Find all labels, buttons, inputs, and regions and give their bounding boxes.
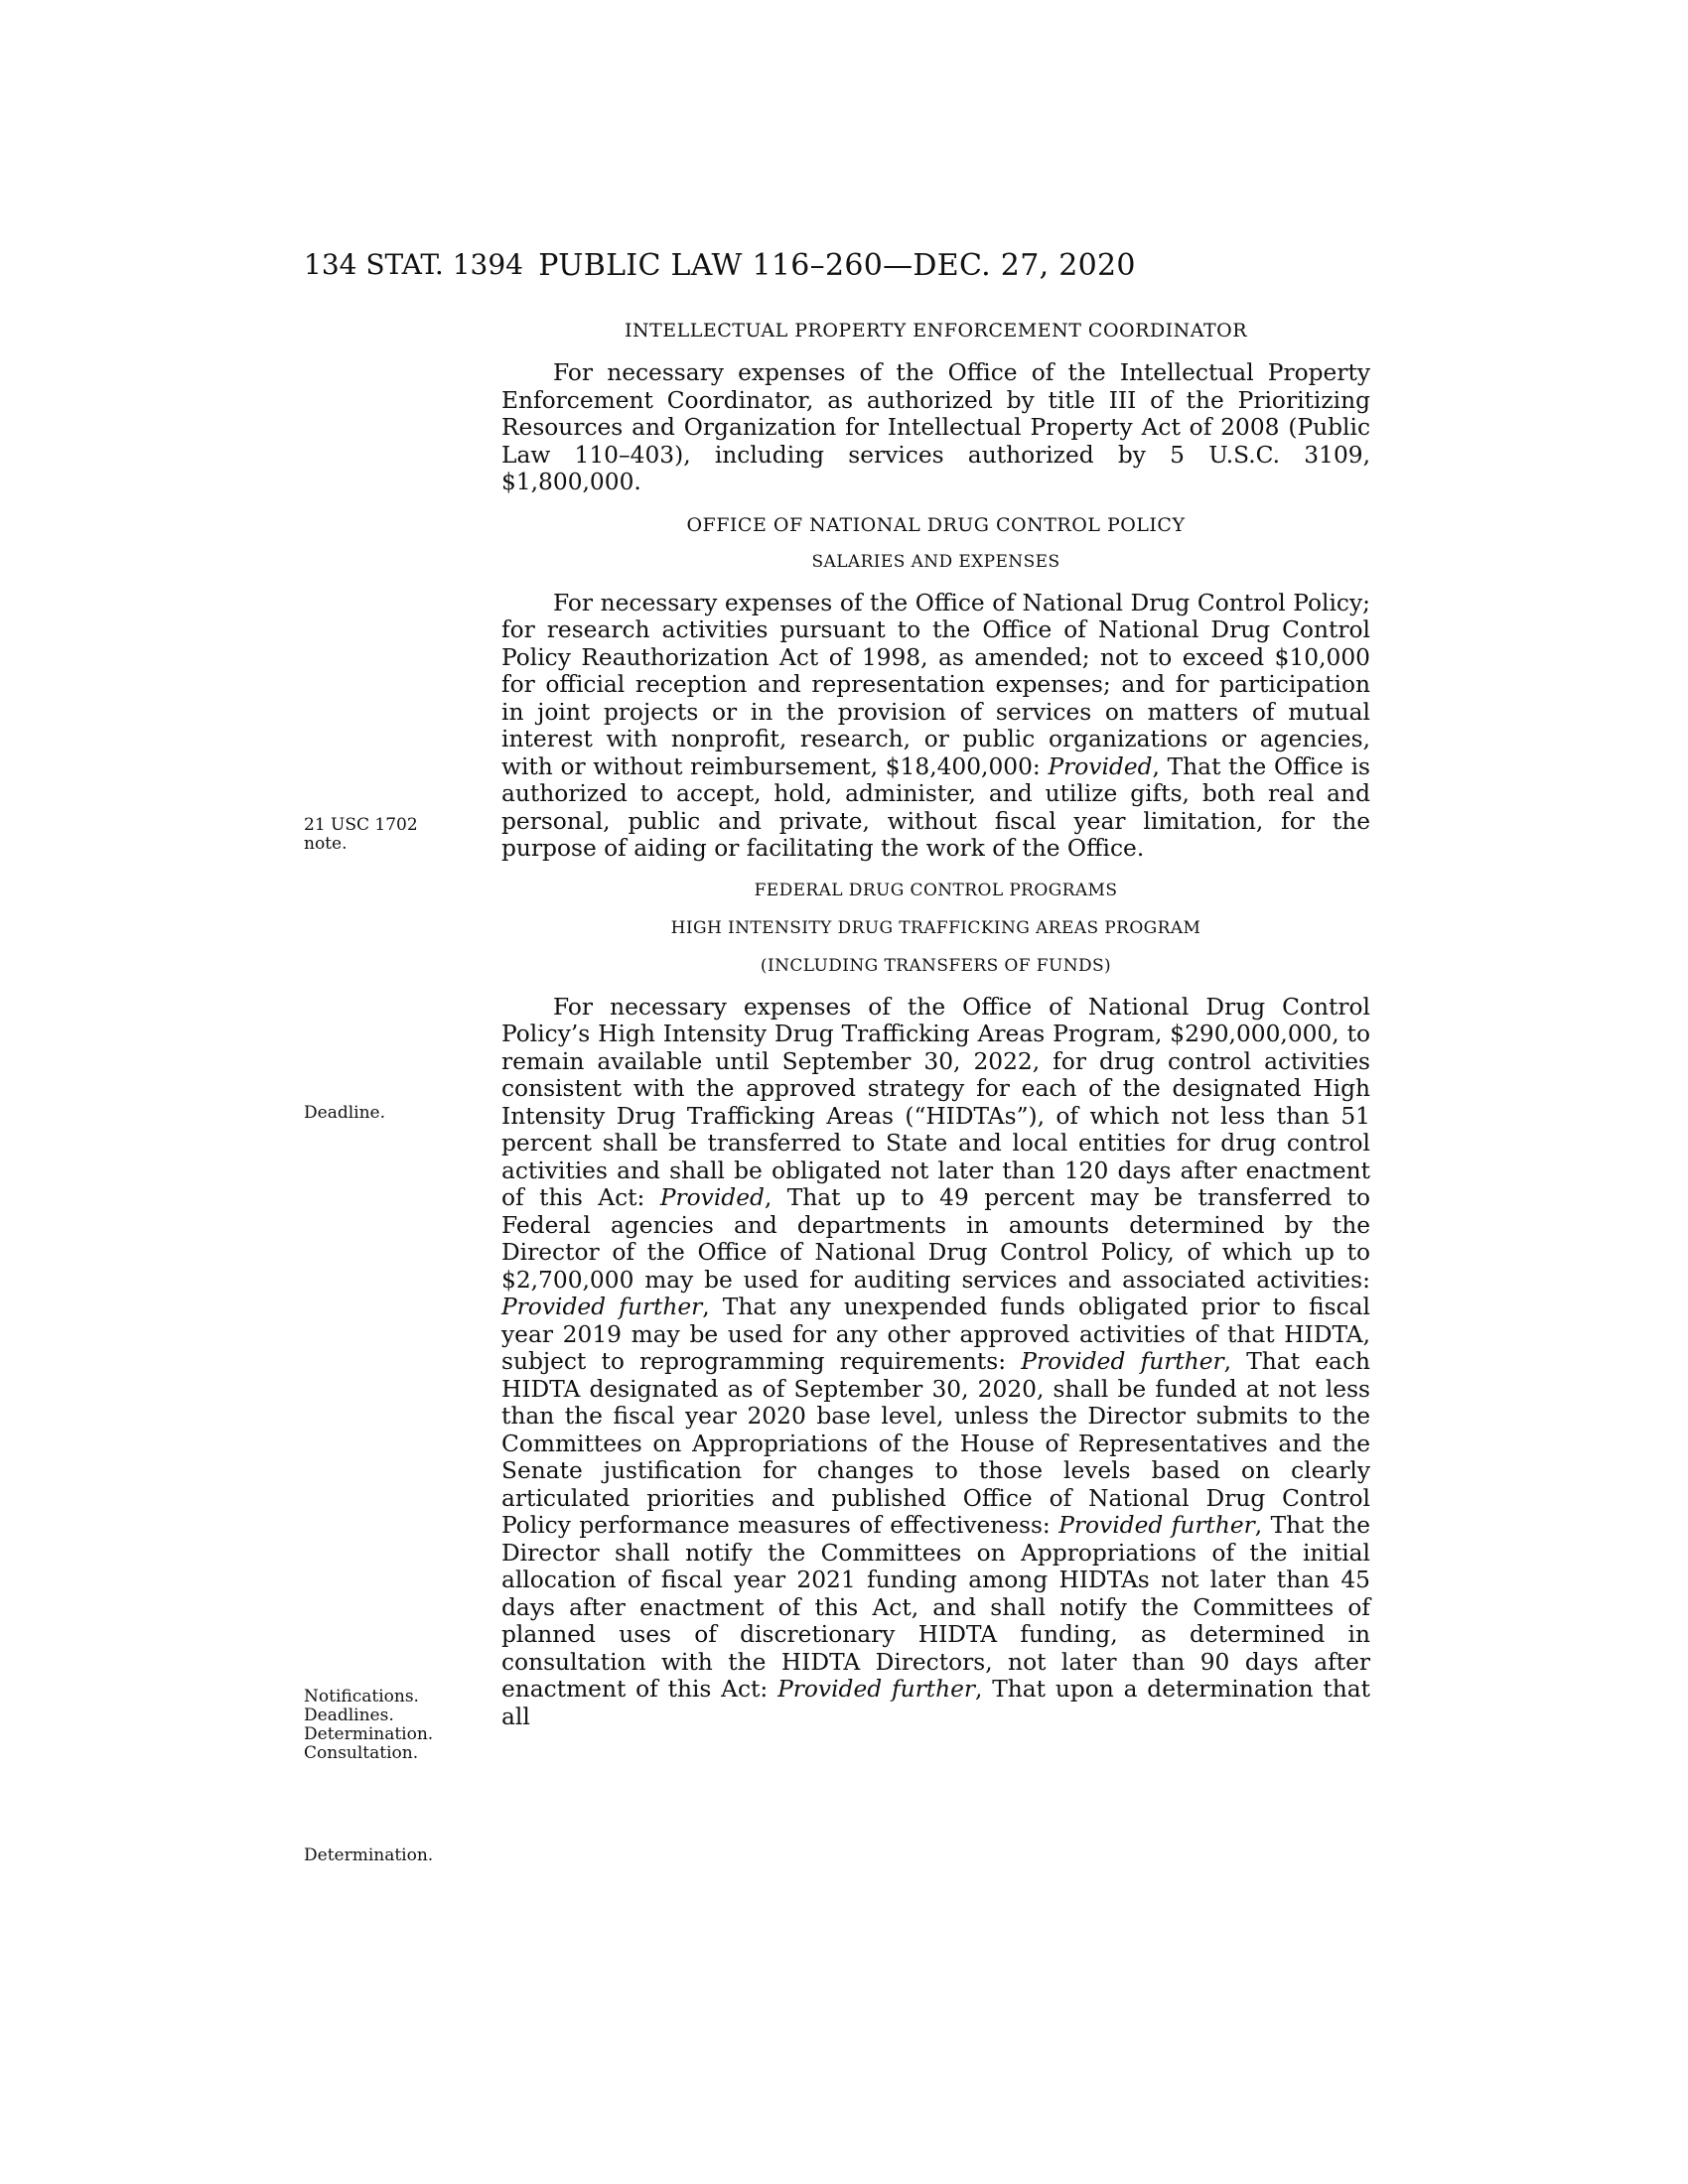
hidta-text-1: For necessary expenses of the Office of National Drug Control Policy’s High Intensity Drug Trafficking Areas Program, $290,000,000, to remain available until September 30, 2022, for drug control activities consistent with the approved strategy for each of the designated High Intensity Drug Trafficking Areas (“HIDTAs”), of which not less than 51 percent shall be transferred to State and local entities for drug control activities and shall be obligated not later than 120 days after enactment of this Act: bbox=[501, 993, 1370, 1211]
hidta-heading: HIGH INTENSITY DRUG TRAFFICKING AREAS PROGRAM bbox=[670, 917, 1201, 938]
margin-note-usc-line1: 21 USC 1702 bbox=[304, 815, 418, 835]
salaries-provided: Provided bbox=[1048, 752, 1153, 780]
salaries-heading: SALARIES AND EXPENSES bbox=[811, 551, 1060, 572]
margin-note-notifications: Notifications. bbox=[304, 1687, 419, 1706]
stat-reference: 134 STAT. 1394 bbox=[304, 248, 523, 281]
federal-programs-heading: FEDERAL DRUG CONTROL PROGRAMS bbox=[754, 880, 1118, 900]
salaries-text-2: , That the Office is authorized to accept, hold, administer, and utilize gifts, both real and personal, public and private, without fiscal year limitation, for the purpose of aiding or facilitating the work of the Office. bbox=[501, 752, 1370, 862]
margin-note-usc-line2: note. bbox=[304, 834, 348, 854]
public-law-title: PUBLIC LAW 116–260—DEC. 27, 2020 bbox=[538, 248, 1136, 283]
hidta-text-3: , That any unexpended funds obligated prior to fiscal year 2019 may be used for any other approved activities of that HIDTA, subject to reprogramming requirements: bbox=[501, 1294, 1371, 1375]
hidta-text-4: , That each HIDTA designated as of September 30, 2020, shall be funded at not less than the fiscal year 2020 base level, unless the Director submits to the Committees on Appropriations of the House of Representatives and the Senate justification for changes to those levels based on clearly articulated priorities and published Office of National Drug Control Policy performance measures of effectiveness: bbox=[501, 1348, 1370, 1539]
hidta-provided-1: Provided bbox=[659, 1184, 765, 1211]
hidta-provided-3: Provided further bbox=[1021, 1348, 1224, 1375]
ip-enforcement-heading: INTELLECTUAL PROPERTY ENFORCEMENT COORDINATOR bbox=[624, 320, 1248, 341]
margin-note-deadlines: Deadlines. bbox=[304, 1706, 394, 1725]
hidta-provided-4: Provided further bbox=[1058, 1512, 1255, 1539]
margin-note-determination-2-text: Determination. bbox=[304, 1845, 434, 1865]
salaries-paragraph bbox=[501, 590, 1370, 863]
document-body bbox=[501, 320, 1370, 1730]
hidta-provided-5: Provided further bbox=[777, 1676, 976, 1703]
ondcp-heading: OFFICE OF NATIONAL DRUG CONTROL POLICY bbox=[686, 513, 1186, 536]
hidta-text-2: , That up to 49 percent may be transferred to Federal agencies and departments in amounts determined by the Director of the Office of National Drug Control Policy, of which up to $2,700,000 may be used for auditing services and associated activities: bbox=[501, 1184, 1370, 1294]
transfers-heading: (INCLUDING TRANSFERS OF FUNDS) bbox=[760, 955, 1112, 976]
hidta-paragraph bbox=[501, 994, 1370, 1731]
hidta-text-5: , That the Director shall notify the Committees on Appropriations of the initial allocation of fiscal year 2021 funding among HIDTAs not later than 45 days after enactment of this Act, and shall notify the Committees of planned uses of discretionary HIDTA funding, as determined in consultation with the HIDTA Directors, not later than 90 days after enactment of this Act: bbox=[501, 1512, 1370, 1703]
hidta-provided-2: Provided further bbox=[501, 1294, 703, 1320]
page-header bbox=[304, 248, 1370, 288]
margin-note-deadline bbox=[304, 1104, 483, 1123]
margin-note-notifications-group bbox=[304, 1688, 483, 1763]
margin-note-determination-2 bbox=[304, 1846, 483, 1865]
margin-note-determination: Determination. bbox=[304, 1724, 434, 1744]
margin-note-consultation: Consultation. bbox=[304, 1743, 419, 1763]
salaries-text-1: For necessary expenses of the Office of National Drug Control Policy; for research activities pursuant to the Office of National Drug Control Policy Reauthorization Act of 1998, as amended; not to exceed $10,000 for official reception and representation expenses; and for participation in joint projects or in the provision of services on matters of mutual interest with nonprofit, research, or public organizations or agencies, with or without reimbursement, $18,400,000: bbox=[501, 589, 1370, 780]
margin-note-deadline-text: Deadline. bbox=[304, 1103, 385, 1123]
margin-note-usc bbox=[304, 816, 483, 854]
ip-enforcement-paragraph: For necessary expenses of the Office of the Intellectual Property Enforcement Coordinator, as authorized by title III of the Prioritizing Resources and Organization for Intellectual Property Act of 2008 (Public Law 110–403), including services authorized by 5 U.S.C. 3109, $1,800,000. bbox=[501, 359, 1370, 495]
hidta-text-6: , That upon a determination that all bbox=[501, 1676, 1371, 1730]
